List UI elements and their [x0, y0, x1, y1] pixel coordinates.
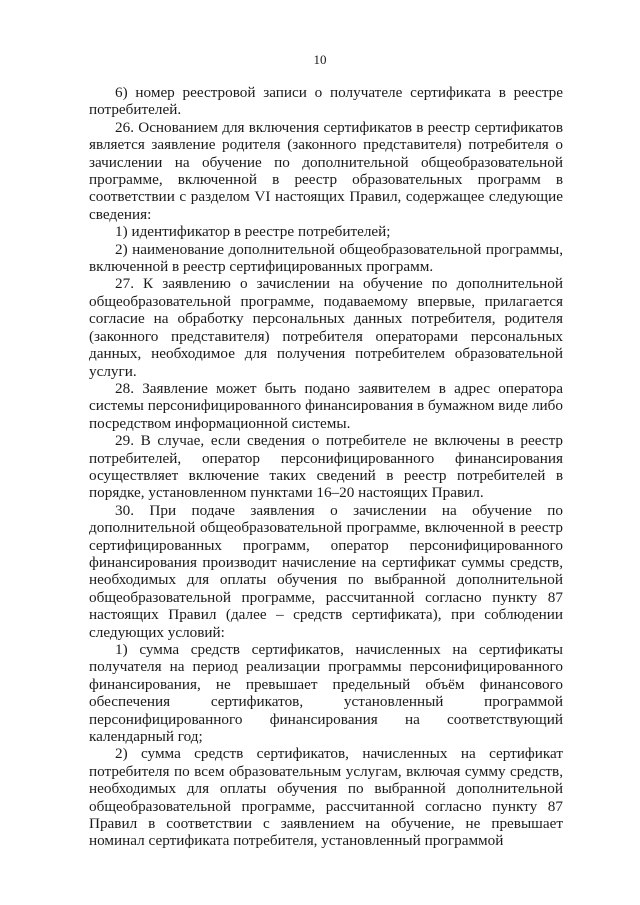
paragraph-condition-1: 1) сумма средств сертификатов, начисленных на сертификаты получателя на период реализации программы персонифицированного финансирования, не превышает предельный объём финансового обеспечения сертификатов, установленный программой персонифицированного финансирования на соответствующий календарный год; — [89, 641, 563, 746]
paragraph-item-1: 1) идентификатор в реестре потребителей; — [115, 223, 391, 241]
document-body — [89, 84, 563, 850]
paragraph-clause-26: 26. Основанием для включения сертификатов в реестр сертификатов является заявление родителя (законного представителя) потребителя о зачислении на обучение по дополнительной общеобразовательной программе, включенной в реестр образовательных программ в соответствии с разделом VI настоящих Правил, содержащее следующие сведения: — [89, 118, 563, 223]
page-number: 10 — [313, 52, 327, 67]
paragraph-clause-29: 29. В случае, если сведения о потребителе не включены в реестр потребителей, оператор персонифицированного финансирования осуществляет включение таких сведений в реестр потребителей в порядке, установленном пунктами 16–20 настоящих Правил. — [89, 432, 563, 502]
paragraph-clause-28: 28. Заявление может быть подано заявителем в адрес оператора системы персонифицированного финансирования в бумажном виде либо посредством информационной системы. — [89, 379, 563, 432]
paragraph-item-2: 2) наименование дополнительной общеобразовательной программы, включенной в реестр сертифицированных программ. — [89, 240, 563, 276]
paragraph-condition-2: 2) сумма средств сертификатов, начисленных на сертификат потребителя по всем образовательным услугам, включая сумму средств, необходимых для оплаты обучения по выбранной дополнительной общеобразовательной программе, рассчитанной согласно пункту 87 Правил в соответствии с заявлением на обучение, не превышает номинал сертификата потребителя, установленный программой — [89, 745, 563, 850]
paragraph-item-6: 6) номер реестровой записи о получателе сертификата в реестре потребителей. — [89, 84, 563, 119]
paragraph-clause-30: 30. При подаче заявления о зачислении на обучение по дополнительной общеобразовательной программе, включенной в реестр сертифицированных программ, оператор персонифицированного финансирования производит начисление на сертификат суммы средств, необходимых для оплаты обучения по выбранной дополнительной общеобразовательной программе, рассчитанной согласно пункту 87 настоящих Правил (далее – средств сертификата), при соблюдении следующих условий: — [89, 501, 563, 641]
paragraph-clause-27: 27. К заявлению о зачислении на обучение по дополнительной общеобразовательной программе, подаваемому впервые, прилагается согласие на обработку персональных данных потребителя, родителя (законного представителя) потребителя операторами персональных данных, необходимое для получения потребителем образовательной услуги. — [89, 275, 563, 380]
